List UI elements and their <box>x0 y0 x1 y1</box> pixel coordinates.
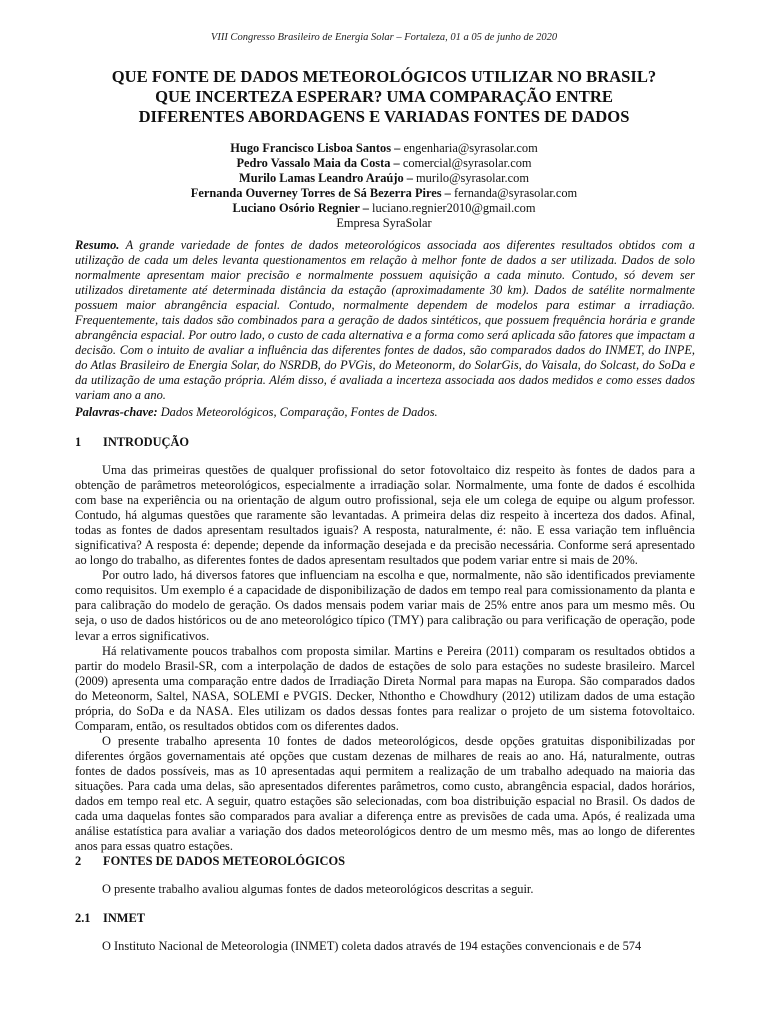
section-number: 2.1 <box>75 911 91 925</box>
author-line <box>60 171 708 186</box>
abstract <box>75 238 695 404</box>
introduction-body <box>75 463 695 854</box>
author-list <box>60 141 708 231</box>
paragraph: O presente trabalho apresenta 10 fontes de dados meteorológicos, desde opções gratuitas disponibilizadas por diferentes órgãos governamentais até opções que custam dezenas de milhares de reais ao ano. Há, naturalmente, outras fontes de dados possíveis, mas as 10 apresentadas aqui permitem a realização de um trabalho adequado na maioria das situações. Para cada uma delas, são apresentados diferentes parâmetros, como custo, abrangência espacial, dados horários, dados em tempo real etc. A seguir, quatro estações são selecionadas, com boa distribuição espacial no Brasil. Os dados de cada uma daquelas fontes são comparados para avaliar a diferença entre as previsões de cada uma. Após, é realizada uma análise estatística para avaliar a variação dos dados meteorológicos dentro de um mesmo mês, mas ao longo de diferentes anos para essas quatro estações. <box>75 733 695 854</box>
section-title: FONTES DE DADOS METEOROLÓGICOS <box>103 854 346 868</box>
keywords-text: Dados Meteorológicos, Comparação, Fontes de Dados. <box>160 405 438 419</box>
subsection-heading <box>75 911 145 926</box>
section-number: 1 <box>75 435 82 449</box>
paragraph: O Instituto Nacional de Meteorologia (INMET) coleta dados através de 194 estações convencionais e de 574 <box>102 939 642 953</box>
keywords-label: Palavras-chave: <box>75 405 158 419</box>
title-line: QUE INCERTEZA ESPERAR? UMA COMPARAÇÃO ENTRE <box>155 87 613 106</box>
section-title: INTRODUÇÃO <box>103 435 190 449</box>
section-heading <box>75 854 345 869</box>
author-email: luciano.regnier2010@gmail.com <box>372 201 536 215</box>
author-name: Murilo Lamas Leandro Araújo – <box>239 171 413 185</box>
author-line <box>60 141 708 156</box>
paragraph: Por outro lado, há diversos fatores que influenciam na escolha e que, normalmente, não são identificados previamente como requisitos. Um exemplo é a capacidade de disponibilização de dados em tempo real para comissionamento da planta e para calibração do modelo de geração. Os dados mensais podem variar mais de 25% entre anos para um mesmo mês. Ou seja, o uso de dados históricos ou de ano meteorológico típico (TMY) para calibração ou para verificação de operação, pode levar a erros significativos. <box>75 568 695 643</box>
author-line <box>60 201 708 216</box>
title-line: QUE FONTE DE DADOS METEOROLÓGICOS UTILIZAR NO BRASIL? <box>111 67 657 86</box>
section-title: INMET <box>103 911 145 925</box>
author-line <box>60 186 708 201</box>
author-name: Luciano Osório Regnier – <box>232 201 369 215</box>
section-number: 2 <box>75 854 82 868</box>
author-email: engenharia@syrasolar.com <box>403 141 538 155</box>
author-email: fernanda@syrasolar.com <box>453 186 578 200</box>
author-email: comercial@syrasolar.com <box>402 156 532 170</box>
abstract-text: A grande variedade de fontes de dados meteorológicos associada aos diferentes resultados obtidos com a utilização de cada um deles levanta questionamentos em relação à melhor fonte de dados a ser utilizada. Dados de solo normalmente apresentam maior precisão e normalmente possuem aquisição a cada minuto. Contudo, só devem ser utilizados diretamente até determinada distância da estação (aproximadamente 30 km). Dados de satélite normalmente possuem maior abrangência espacial. Contudo, normalmente dependem de modelos para estimar a irradiação. Frequentemente, tais dados são combinados para a geração de dados sintéticos, que possuem frequência horária e grande abrangência espacial. Por outro lado, o custo de cada alternativa e a forma como será aplicada são fatores que impactam a decisão. Com o intuito de avaliar a influência das diferentes fontes de dados, são comparados dados do INMET, do INPE, do Atlas Brasileiro de Energia Solar, do NSRDB, do PVGis, do Meteonorm, do SolarGis, do Vaisala, do Solcast, do SoDa e da utilização de uma estação própria. Além disso, é avaliada a incerteza associada aos dados medidos e como esses dados variam ano a ano. <box>75 238 696 403</box>
author-line <box>60 156 708 171</box>
author-email: murilo@syrasolar.com <box>416 171 529 185</box>
keywords <box>75 405 695 420</box>
paragraph: Há relativamente poucos trabalhos com proposta similar. Martins e Pereira (2011) comparam os resultados obtidos a partir do modelo Brasil-SR, com a interpolação de dados de estações de solo para estações no sudeste brasileiro. Marcel (2009) apresenta uma comparação entre dados de Irradiação Direta Normal para mapas na Europa. São comparados dados do Meteonorm, Saltel, NASA, SOLEMI e PVGIS. Decker, Nthontho e Chowdhury (2012) utilizam dados de uma estação própria, do SoDa e da NASA. Eles utilizam os dados dessas fontes para realizar o projeto de um sistema fotovoltaico. Comparam, então, os resultados obtidos com os diferentes dados. <box>75 643 695 733</box>
author-name: Fernanda Ouverney Torres de Sá Bezerra Pires – <box>190 186 451 200</box>
title-line: DIFERENTES ABORDAGENS E VARIADAS FONTES DE DADOS <box>138 107 630 126</box>
affiliation: Empresa SyraSolar <box>336 216 432 230</box>
author-name: Pedro Vassalo Maia da Costa – <box>236 156 400 170</box>
paper-title <box>60 67 708 127</box>
paragraph: Uma das primeiras questões de qualquer profissional do setor fotovoltaico diz respeito às fontes de dados para a obtenção de parâmetros meteorológicos, especialmente a irradiação solar. Normalmente, uma fonte de dados é escolhida com base na experiência ou na orientação de algum outro profissional, seja ele um colega de equipe ou algum professor. Contudo, há algumas questões que raramente são levantadas. A primeira delas diz respeito à incerteza dos dados. Afinal, todas as fontes de dados apresentam resultados iguais? A resposta, naturalmente, é: não. E essa variação tem influência significativa? A resposta é: depende; depende da informação desejada e da precisão necessária. Conforme será apresentado ao longo do trabalho, as diferentes fontes de dados apresentam resultados que podem variar entre si mais de 20%. <box>75 463 695 568</box>
section-heading <box>75 435 189 450</box>
abstract-label: Resumo. <box>75 238 120 252</box>
paragraph: O presente trabalho avaliou algumas fontes de dados meteorológicos descritas a seguir. <box>102 882 534 896</box>
author-name: Hugo Francisco Lisboa Santos – <box>230 141 401 155</box>
running-header: VIII Congresso Brasileiro de Energia Solar – Fortaleza, 01 a 05 de junho de 2020 <box>210 32 558 43</box>
